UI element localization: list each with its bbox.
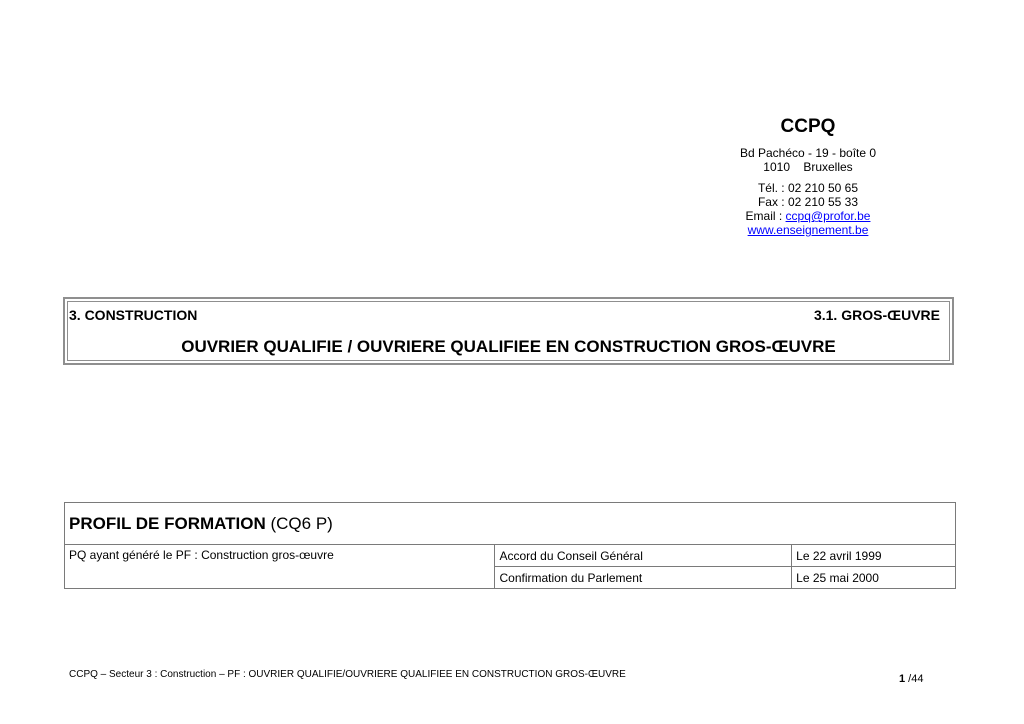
- email-line: [700, 209, 916, 223]
- organization-header: [700, 114, 916, 237]
- pq-origin-cell: PQ ayant généré le PF : Construction gros-œuvre: [65, 545, 495, 589]
- website-link[interactable]: www.enseignement.be: [747, 223, 869, 237]
- job-title: OUVRIER QUALIFIE / OUVRIERE QUALIFIEE EN CONSTRUCTION GROS-ŒUVRE: [181, 337, 836, 356]
- page-number: [899, 673, 923, 685]
- confirmation-label-cell: Confirmation du Parlement: [495, 567, 792, 589]
- organization-contact: [700, 181, 916, 237]
- approval-label-cell: Accord du Conseil Général: [495, 545, 792, 567]
- profile-header-row: [65, 503, 956, 545]
- confirmation-date-cell: Le 25 mai 2000: [792, 567, 956, 589]
- sector-box: [63, 297, 954, 365]
- profile-table: [64, 502, 956, 589]
- address-line-2: 1010 Bruxelles: [763, 160, 853, 174]
- phone-number: Tél. : 02 210 50 65: [757, 181, 859, 195]
- subsector-label: 3.1. GROS-ŒUVRE: [813, 307, 940, 323]
- organization-address: [700, 146, 916, 174]
- footer-text: CCPQ – Secteur 3 : Construction – PF : OUVRIER QUALIFIE/OUVRIERE QUALIFIEE EN CONSTRUCTION GROS-ŒUVRE: [69, 669, 626, 680]
- page-current: 1: [899, 673, 906, 685]
- page-total: /44: [905, 673, 924, 685]
- organization-name: CCPQ: [780, 116, 836, 137]
- sector-label: 3. CONSTRUCTION: [69, 307, 198, 323]
- email-label: Email :: [745, 209, 786, 223]
- address-line-1: Bd Pachéco - 19 - boîte 0: [739, 146, 877, 160]
- email-link[interactable]: ccpq@profor.be: [785, 209, 871, 223]
- fax-number: Fax : 02 210 55 33: [757, 195, 859, 209]
- profile-heading-cell: [65, 503, 956, 545]
- table-row: [65, 545, 956, 567]
- approval-date-cell: Le 22 avril 1999: [792, 545, 956, 567]
- profile-heading: PROFIL DE FORMATION: [69, 513, 266, 533]
- profile-code: (CQ6 P): [265, 513, 333, 533]
- website-line: [700, 223, 916, 237]
